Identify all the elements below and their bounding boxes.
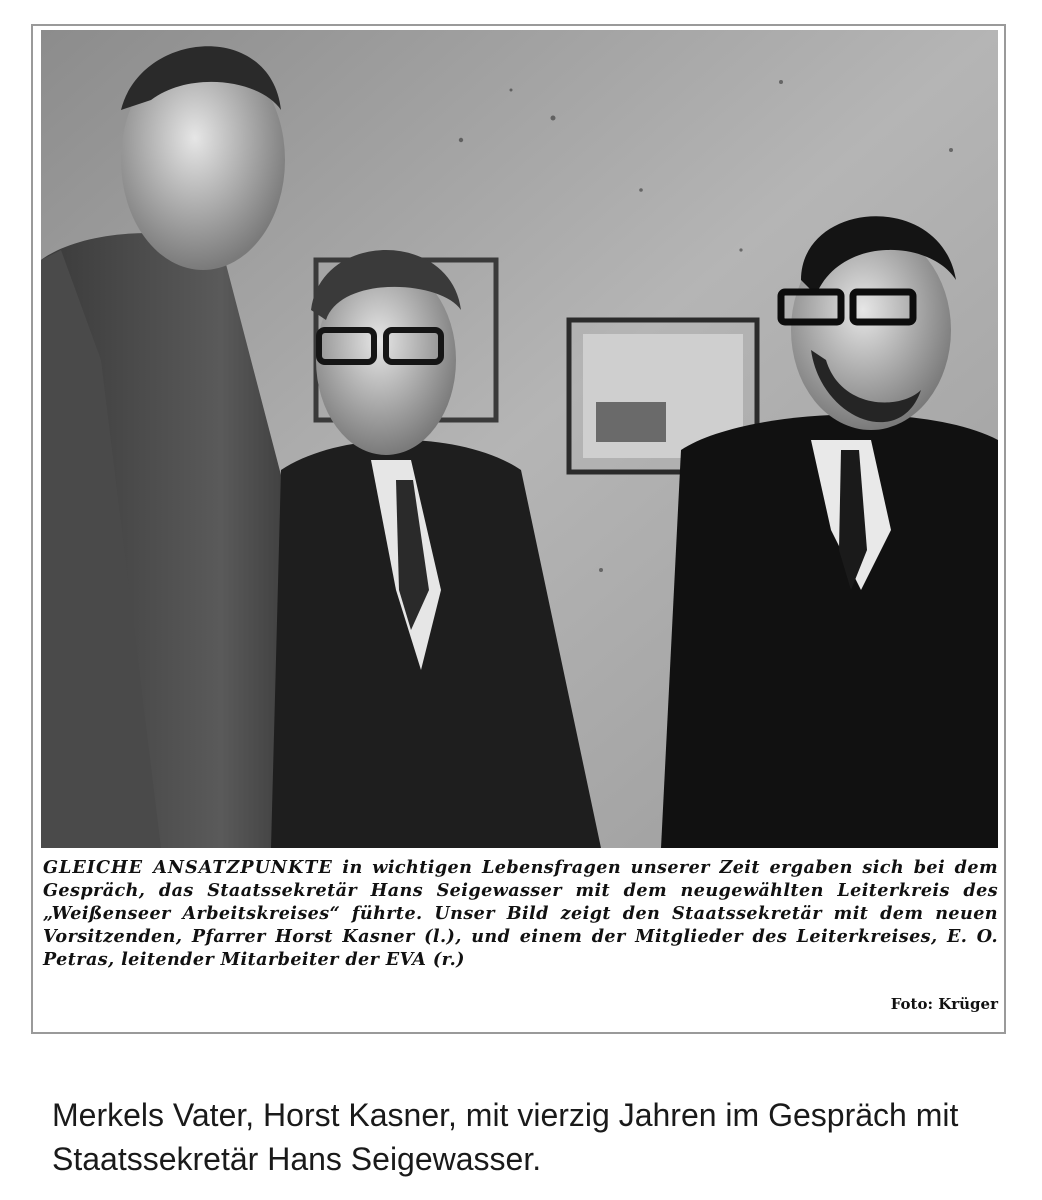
wall-picture-detail	[596, 402, 666, 442]
photo-credit: Foto: Krüger	[890, 995, 998, 1013]
news-photo	[41, 30, 998, 848]
newspaper-clipping	[31, 24, 1006, 1034]
photo-illustration	[41, 30, 998, 848]
caption-lead: GLEICHE ANSATZPUNKTE	[43, 857, 333, 878]
article-caption: Merkels Vater, Horst Kasner, mit vierzig Jahren im Gespräch mit Staatssekretär Hans Seigewasser.	[52, 1097, 959, 1177]
clipping-caption	[43, 856, 998, 971]
caption-body: in wichtigen Lebensfragen unserer Zeit ergaben sich bei dem Gespräch, das Staatssekretär Hans Seigewasser mit dem neugewählten Leiterkreis des „Weißenseer Arbeitskreises“ führte. Unser Bild zeigt den Staatssekretär mit dem neuen Vorsitzenden, Pfarrer Horst Kasner (l.), und einem der Mitglieder des Leiterkreises, E. O. Petras, leitender Mitarbeiter der EVA (r.)	[43, 857, 998, 970]
